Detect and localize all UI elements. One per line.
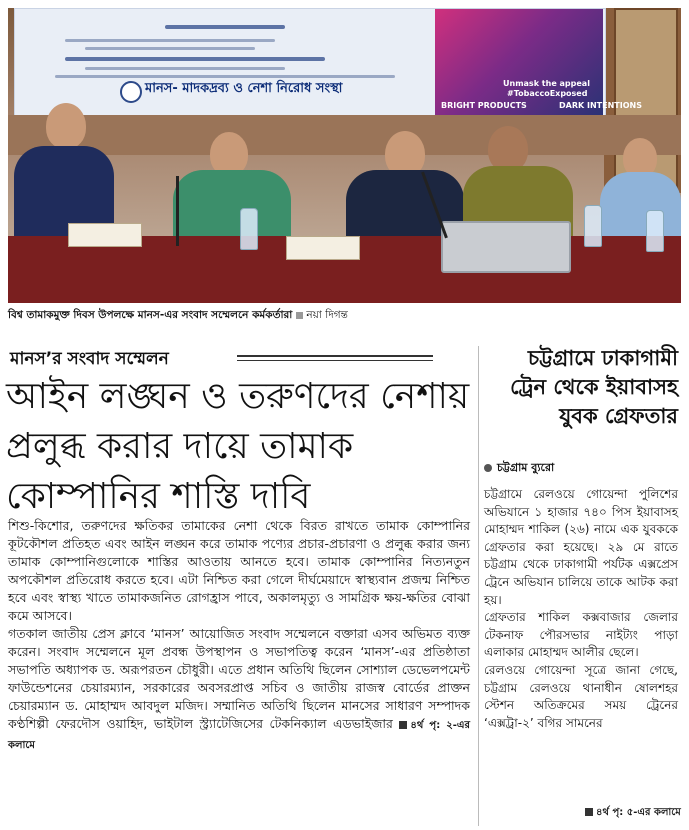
- side-headline-line: যুবক গ্রেফতার: [559, 404, 678, 428]
- side-continuation-note: ৪র্থ পৃ: ৫-এর কলামে: [585, 805, 681, 822]
- water-bottle: [240, 208, 258, 250]
- article-paragraph: গতকাল জাতীয় প্রেস ক্লাবে ‘মানস’ আয়োজিত সংবাদ সম্মেলনে বক্তারা এসব অভিমত ব্যক্ত করেন। সংবাদ সম্মেলনে মূল প্রবন্ধ উপস্থাপন ও সভাপতিত্ব করেন ‘মানস’-এর প্রতিষ্ঠাতা সভাপতি অধ্যাপক ড. অরূপরতন চৌধুরী। এতে প্রধান অতিথি ছিলেন সোশ্যাল ডেভেলপমেন্ট ফাউন্ডেশনের চেয়ারম্যান, সরকারের অবসরপ্রাপ্ত সচিব ও জাতীয় রাজস্ব বোর্ডের প্রাক্তন চেয়ারম্যান ড. মোহাম্মদ আবদুল মজিদ। সম্মানিত অতিথি ছিলেন মানসের সাধারণ সম্পাদক কণ্ঠশিল্পী ফেরদৌস ওয়াহিদ, ভাইটাল স্ট্র্যাটেজিসের টেকনিক্যাল এডভাইজার ৪র্থ পৃ: ২-এর কলামে: [8, 626, 470, 751]
- side-headline: [484, 344, 678, 431]
- side-headline-line: চট্টগ্রামে ঢাকাগামী: [527, 346, 678, 370]
- article-paragraph: শিশু-কিশোর, তরুণদের ক্ষতিকর তামাকের নেশা থেকে বিরত রাখতে তামাক কোম্পানির কূটকৌশল প্রতিহত এবং আইন লঙ্ঘন করে তামাক পণ্যের প্রচার-প্রচারণা ও প্রলুব্ধ করার জন্য তামাক কোম্পানিগুলোকে শাস্তির আওতায় আনতে হবে। তামাক কোম্পানির নিত্যনতুন অপকৌশল প্রতিরোধ করতে হবে। এটা নিশ্চিত করা গেলে দীর্ঘমেয়াদে স্বাস্থ্যবান প্রজন্ম নিশ্চিত হবে এবং স্বাস্থ্য খাতে তামাকজনিত রোগহ্রাস পাবে, অকালমৃত্যু ও সামগ্রিক ক্ষয়-ক্ষতির বোঝা কমে আসবে।: [8, 518, 470, 623]
- main-kicker: মানস’র সংবাদ সম্মেলন: [10, 349, 169, 369]
- side-article-body: [484, 486, 678, 732]
- banner-org-name: মানস- মাদকদ্রব্য ও নেশা নিরোধ সংস্থা: [145, 81, 343, 96]
- kicker-rule: [237, 355, 433, 357]
- caption-text: বিশ্ব তামাকমুক্ত দিবস উপলক্ষে মানস-এর সংবাদ সম্মেলনে কর্মকর্তারা: [8, 309, 293, 321]
- poster-hashtag: #TobaccoExposed: [507, 89, 588, 98]
- poster-text-right: DARK INTENTIONS: [559, 101, 642, 110]
- headline-line: আইন লঙ্ঘন ও তরুণদের নেশায়: [6, 376, 470, 417]
- continuation-note: ৪র্থ পৃ: ২-এর কলামে: [8, 720, 470, 751]
- microphone: [176, 176, 179, 246]
- square-icon: [399, 721, 407, 729]
- water-bottle: [646, 210, 664, 252]
- photo-caption: [8, 308, 681, 326]
- org-logo: [120, 81, 142, 103]
- laptop: [441, 221, 571, 273]
- headline-line: কোম্পানির শাস্তি দাবি: [6, 476, 311, 517]
- headline-line: প্রলুব্ধ করার দায়ে তামাক: [6, 426, 354, 467]
- bullet-icon: [484, 464, 492, 472]
- caption-credit: নয়া দিগন্ত: [306, 309, 348, 321]
- main-headline: [6, 372, 470, 522]
- tissue-box: [286, 236, 360, 260]
- main-article-body: [8, 517, 470, 755]
- tobacco-poster: [435, 9, 642, 116]
- kicker-rule: [237, 360, 433, 361]
- side-byline: চট্টগ্রাম ব্যুরো: [484, 459, 554, 478]
- side-headline-line: ট্রেন থেকে ইয়াবাসহ: [510, 375, 678, 399]
- caption-square-icon: [296, 312, 303, 319]
- column-divider: [478, 346, 479, 826]
- event-banner: [14, 8, 642, 117]
- water-bottle: [584, 205, 602, 247]
- poster-text-left: BRIGHT PRODUCTS: [441, 101, 527, 110]
- back-wall: [8, 115, 681, 155]
- article-paragraph: চট্টগ্রামে রেলওয়ে গোয়েন্দা পুলিশের অভিযানে ১ হাজার ৭৪০ পিস ইয়াবাসহ মোহাম্মদ শাকিল (২৬) নামে এক যুবককে গ্রেফতার করা হয়েছে। ২৯ মে রাতে চট্টগ্রাম থেকে ঢাকাগামী পর্যটক এক্সপ্রেস ট্রেনে অভিযান চালিয়ে তাকে আটক করা হয়।: [484, 487, 678, 607]
- news-photo: [8, 8, 681, 303]
- article-paragraph: গ্রেফতার শাকিল কক্সবাজার জেলার টেকনাফ পৌরসভার নাইট্যং পাড়া এলাকার মোহাম্মদ আলীর ছেলে।: [484, 610, 678, 660]
- square-icon: [585, 808, 593, 816]
- tissue-box: [68, 223, 142, 247]
- poster-slogan: Unmask the appeal: [503, 79, 590, 88]
- article-paragraph: রেলওয়ে গোয়েন্দা সূত্রে জানা গেছে, চট্টগ্রাম রেলওয়ে থানাধীন ষোলশহর স্টেশন অতিক্রমের সময় ট্রেনের ‘এক্সট্রা-২’ বগির সামনের: [484, 662, 678, 730]
